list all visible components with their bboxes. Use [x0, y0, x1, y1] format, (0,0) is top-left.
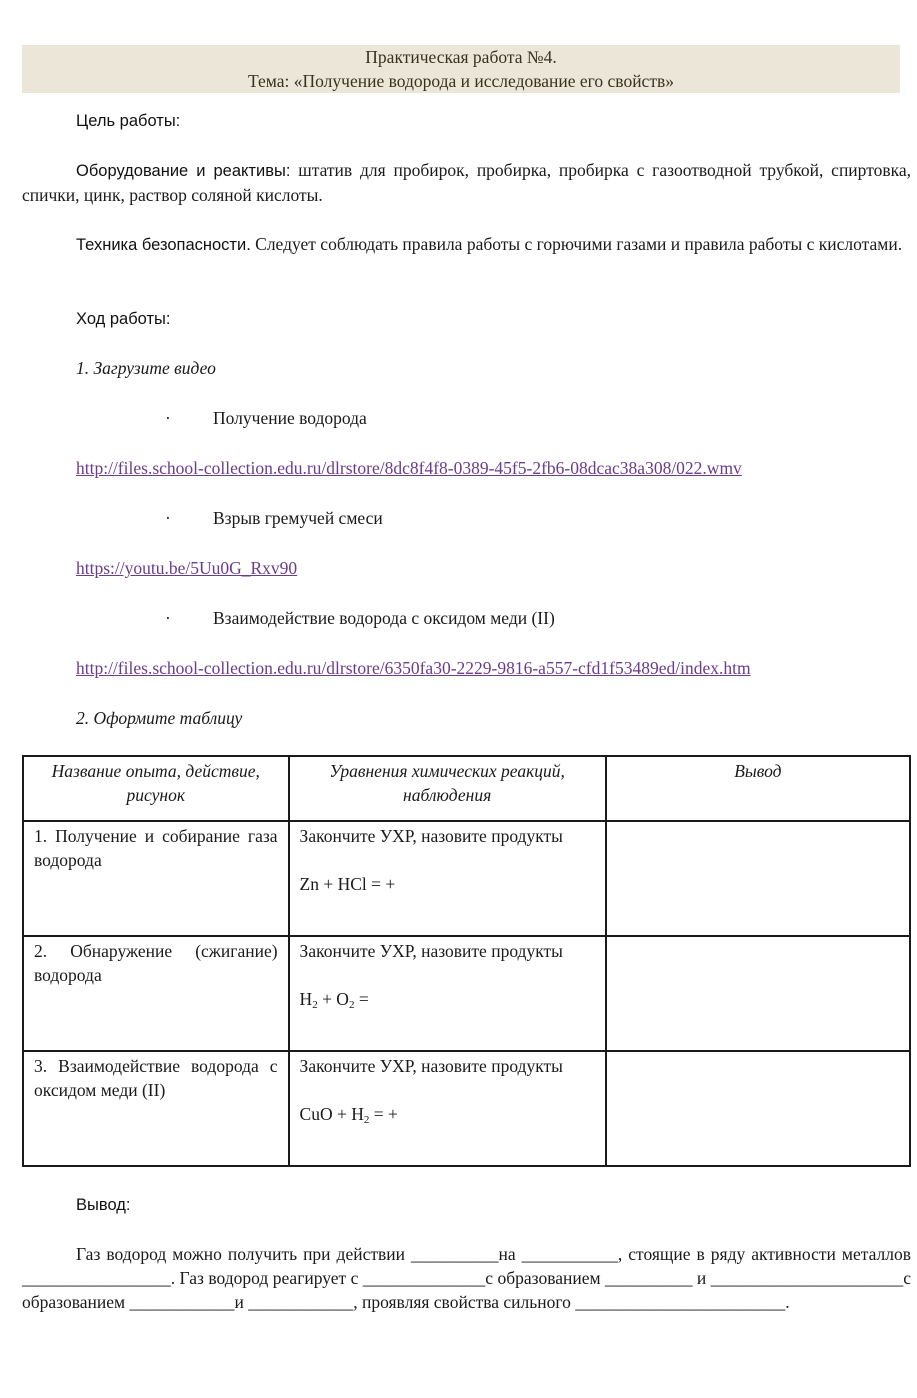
document-header [22, 45, 900, 93]
reaction-equation: Zn + HCl = + [299, 874, 396, 894]
bullet: · [165, 408, 171, 428]
worksheet-number: Практическая работа №4. [365, 47, 557, 67]
column-header-equations: Уравнения химических реакций, наблюдения [289, 756, 606, 821]
conclusion-text: Газ водород можно получить при действии __________на ___________, стоящие в ряду активности металлов _________________. Газ водород реагирует с ______________с образованием __________ и ______________________с образованием ____________и ____________, проявляя свойства сильного ________________________. [22, 1244, 911, 1312]
task-text: Закончите УХР, назовите продукты [299, 826, 563, 846]
equation-cell[interactable] [289, 936, 606, 1051]
video-link-row-2 [22, 556, 911, 580]
column-header-experiment: Название опыта, действие, рисунок [23, 756, 289, 821]
equation-cell[interactable] [289, 1051, 606, 1166]
worksheet-topic: Тема: «Получение водорода и исследование его свойств» [248, 71, 674, 91]
procedure-section [22, 306, 911, 331]
procedure-label: Ход работы: [76, 310, 171, 328]
conclusion-heading [22, 1192, 911, 1217]
table-row [23, 821, 910, 936]
equipment-section [22, 158, 911, 207]
goal-section [22, 108, 911, 133]
video-link-3[interactable]: http://files.school-collection.edu.ru/dlrstore/6350fa30-2229-9816-a557-cfd1f53489ed/index.htm [76, 658, 751, 678]
equipment-text: штатив для пробирок, пробирка, пробирка с газоотводной трубкой, спиртовка, спички, цинк, раствор соляной кислоты. [22, 160, 911, 205]
column-header-conclusion: Вывод [606, 756, 910, 821]
table-row [23, 1051, 910, 1166]
equipment-label: Оборудование и реактивы: [76, 162, 291, 180]
experiment-table [22, 755, 911, 1167]
experiment-cell: 2. Обнаружение (сжигание) водорода [23, 936, 289, 1051]
video-link-1[interactable]: http://files.school-collection.edu.ru/dlrstore/8dc8f4f8-0389-45f5-2fb6-08dcac38a308/022.wmv [76, 458, 742, 478]
video-link-2[interactable]: https://youtu.be/5Uu0G_Rxv90 [76, 558, 298, 578]
table-row [23, 936, 910, 1051]
goal-label: Цель работы: [76, 112, 181, 130]
video-item-3 [22, 606, 911, 630]
bullet: · [165, 608, 171, 628]
video-title-3: Взаимодействие водорода с оксидом меди (II) [213, 608, 555, 628]
experiment-cell: 1. Получение и собирание газа водорода [23, 821, 289, 936]
reaction-equation: $H_2 + O_2$ = [299, 989, 369, 1011]
safety-text: Следует соблюдать правила работы с горючими газами и правила работы с кислотами. [250, 234, 903, 254]
video-item-1 [22, 406, 911, 430]
bullet: · [165, 508, 171, 528]
safety-label: Техника безопасности. [76, 236, 251, 254]
experiment-cell: 3. Взаимодействие водорода с оксидом меди (II) [23, 1051, 289, 1166]
reaction-equation: CuO + $H_2$ = + [299, 1104, 398, 1126]
conclusion-cell[interactable] [606, 1051, 910, 1166]
video-item-2 [22, 506, 911, 530]
video-title-1: Получение водорода [213, 408, 367, 428]
video-title-2: Взрыв гремучей смеси [213, 508, 383, 528]
step2-title: 2. Оформите таблицу [76, 708, 243, 728]
conclusion-cell[interactable] [606, 936, 910, 1051]
conclusion-cell[interactable] [606, 821, 910, 936]
table-header-row [23, 756, 910, 821]
video-link-row-3 [22, 656, 911, 680]
step1-title: 1. Загрузите видео [76, 358, 216, 378]
safety-section [22, 232, 911, 257]
task-text: Закончите УХР, назовите продукты [299, 1056, 563, 1076]
equation-cell[interactable] [289, 821, 606, 936]
conclusion-label: Вывод: [76, 1196, 131, 1214]
task-text: Закончите УХР, назовите продукты [299, 941, 563, 961]
video-link-row-1 [22, 456, 911, 480]
